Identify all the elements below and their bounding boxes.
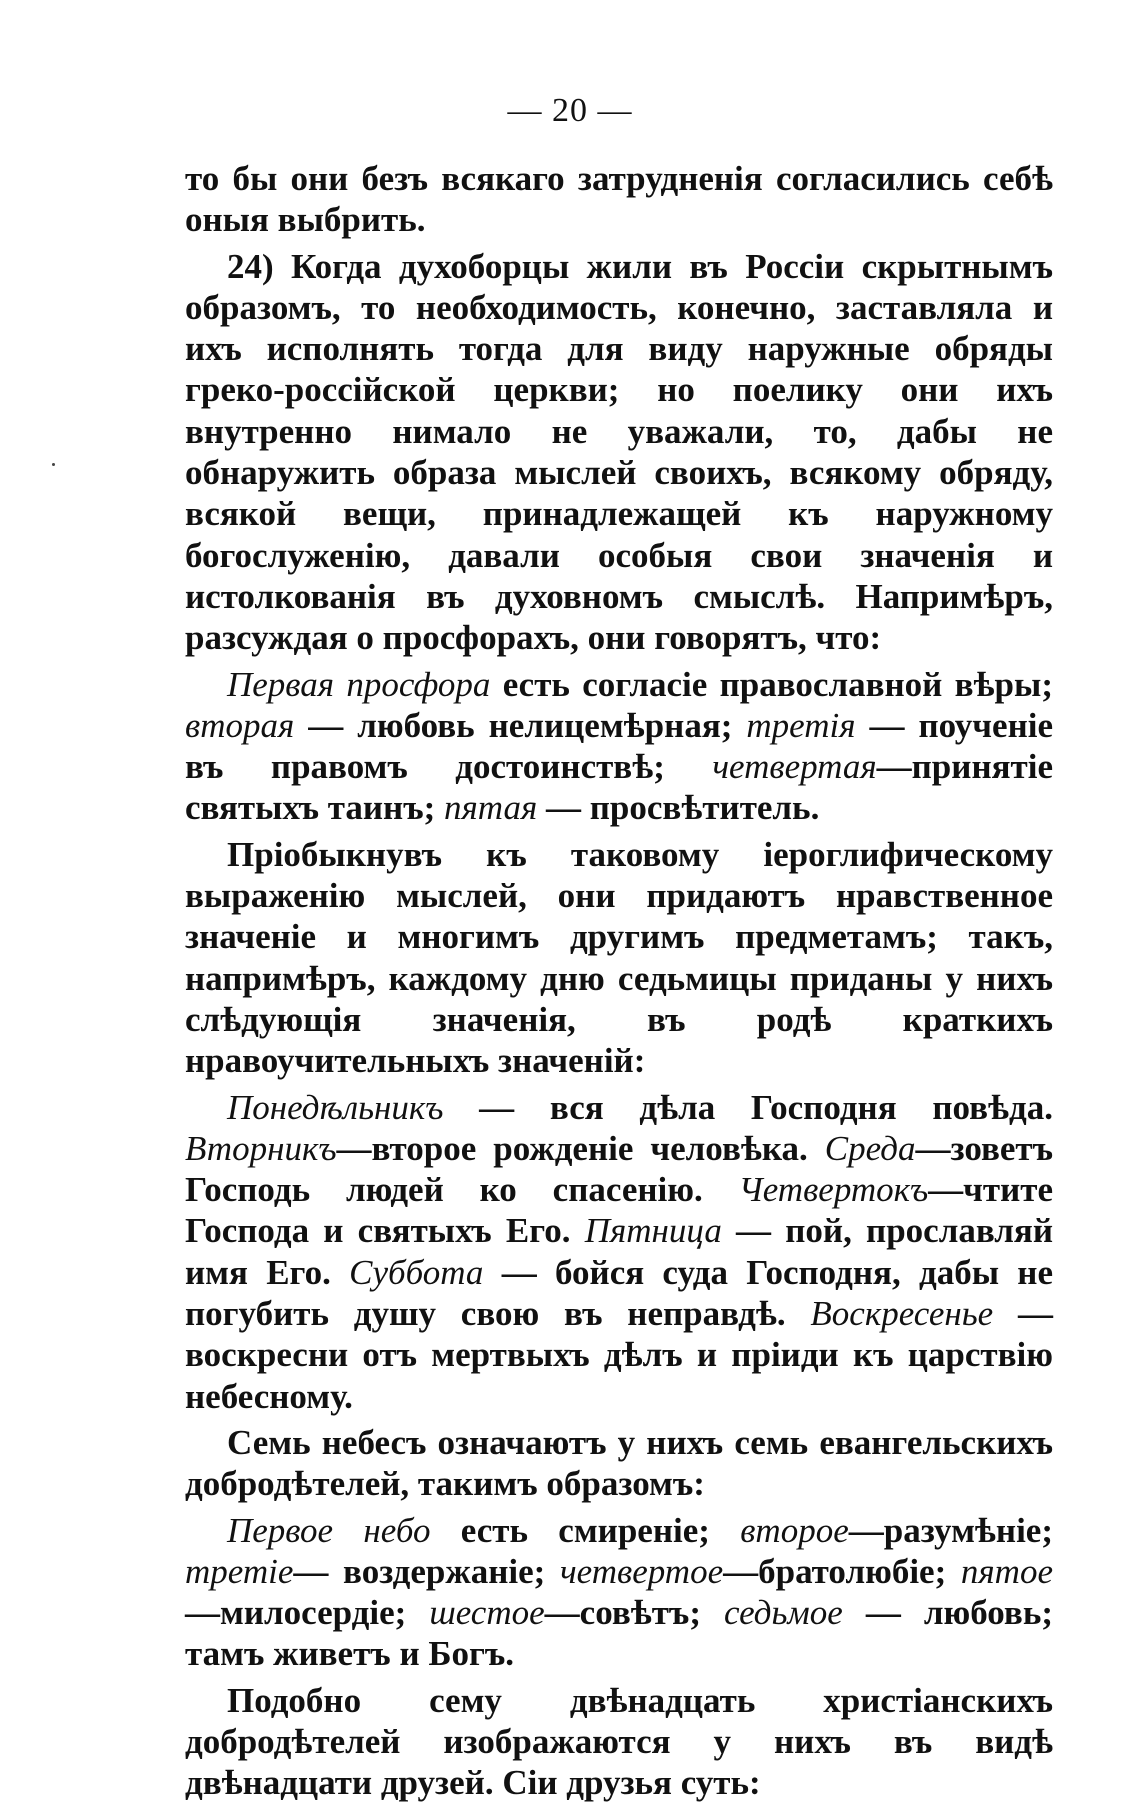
text-run: — пой, прославляй имя Его. [185,1211,1054,1292]
italic-term: Воскресенье [810,1294,994,1334]
text-run: — воскресни отъ мертвыхъ дѣлъ и пріиди къ царствію небесному. [185,1294,1053,1416]
paragraph [185,664,1053,829]
body-text [185,158,1053,1809]
italic-term: Пятница [584,1211,722,1251]
paragraph [185,158,1053,241]
text-run: Пріобыкнувъ къ таковому іероглифическому выраженію мыслей, они придаютъ нравственное значеніе и многимъ другимъ предметамъ; такъ, напримѣръ, каждому дню седьмицы приданы у нихъ слѣдующія значенія, въ родѣ краткихъ нравоучительныхъ значеній: [185,834,1053,1081]
text-run: — воздержаніе; [293,1551,560,1591]
print-speck [52,463,55,466]
text-run: —второе рожденіе человѣка. [336,1128,825,1168]
italic-term: Вторникъ [185,1128,337,1168]
text-run: — вся дѣла Господня повѣда. [443,1087,1053,1127]
italic-term: вторая [185,705,295,745]
italic-term: пятая [444,788,538,828]
text-run: есть смиреніе; [430,1510,741,1550]
italic-term: Понедѣльникъ [227,1087,444,1127]
page-number: — 20 — [507,92,633,129]
paragraph [185,1680,1053,1804]
text-run: 24) Когда духоборцы жили въ Россіи скрытнымъ образомъ, то необходимость, конечно, заставляла и ихъ исполнять тогда для виду наружные обряды греко-россійской церкви; но поелику они ихъ внутренно нимало не уважали, то, дабы не обнаружить образа мыслей своихъ, всякому обряду, всякой вещи, принадлежащей къ наружному богослуженію, давали особыя свои значенія и истолкованія въ духовномъ смыслѣ. Напримѣръ, разсуждая о просфорахъ, они говорятъ, что: [185,246,1053,658]
text-run: — бойся суда Господня, дабы не погубить душу свою въ неправдѣ. [185,1252,1053,1334]
paragraph [185,1510,1053,1675]
text-run: — просвѣтитель. [537,788,820,828]
text-run: — любовь; тамъ живетъ и Богъ. [185,1593,1053,1674]
text-run: Подобно сему двѣнадцать христіанскихъ добродѣтелей изображаются у нихъ въ видѣ двѣнадцати друзей. Сіи друзья суть: [185,1680,1053,1803]
text-run: —братолюбіе; [723,1551,961,1591]
italic-term: четвертая [712,747,877,787]
paragraph [185,246,1053,659]
text-run: то бы они безъ всякаго затрудненія согласились себѣ оныя выбрить. [185,159,1053,240]
text-run: — поученіе въ правомъ достоинствѣ; [185,705,1053,787]
text-run: есть согласіе православной вѣры; [490,664,1053,704]
italic-term: Суббота [349,1252,484,1292]
italic-term: четвертое [559,1551,724,1591]
paragraph [185,1087,1053,1417]
italic-term: пятое [960,1551,1053,1591]
italic-term: второе [740,1510,849,1550]
text-run: — любовь нелицемѣрная; [294,705,747,745]
text-run: —совѣтъ; [544,1593,725,1633]
italic-term: третіе [185,1551,294,1591]
text-run: Семь небесъ означаютъ у нихъ семь евангельскихъ добродѣтелей, такимъ образомъ: [185,1422,1053,1504]
text-run: —разумѣніе; [848,1510,1053,1550]
italic-term: Первое небо [227,1510,431,1550]
text-run: —принятіе святыхъ таинъ; [185,747,1053,828]
text-run: —чтите Господа и святыхъ Его. [185,1170,1053,1251]
text-run: —милосердіе; [185,1593,430,1633]
paragraph [185,834,1053,1082]
italic-term: Четвертокъ [738,1170,929,1210]
text-run: —зоветъ Господь людей ко спасенію. [185,1128,1053,1210]
italic-term: третія [746,705,856,745]
italic-term: Первая просфора [227,664,491,704]
italic-term: шестое [429,1593,545,1633]
italic-term: Среда [824,1128,916,1168]
italic-term: седьмое [724,1593,843,1633]
paragraph [185,1422,1053,1505]
